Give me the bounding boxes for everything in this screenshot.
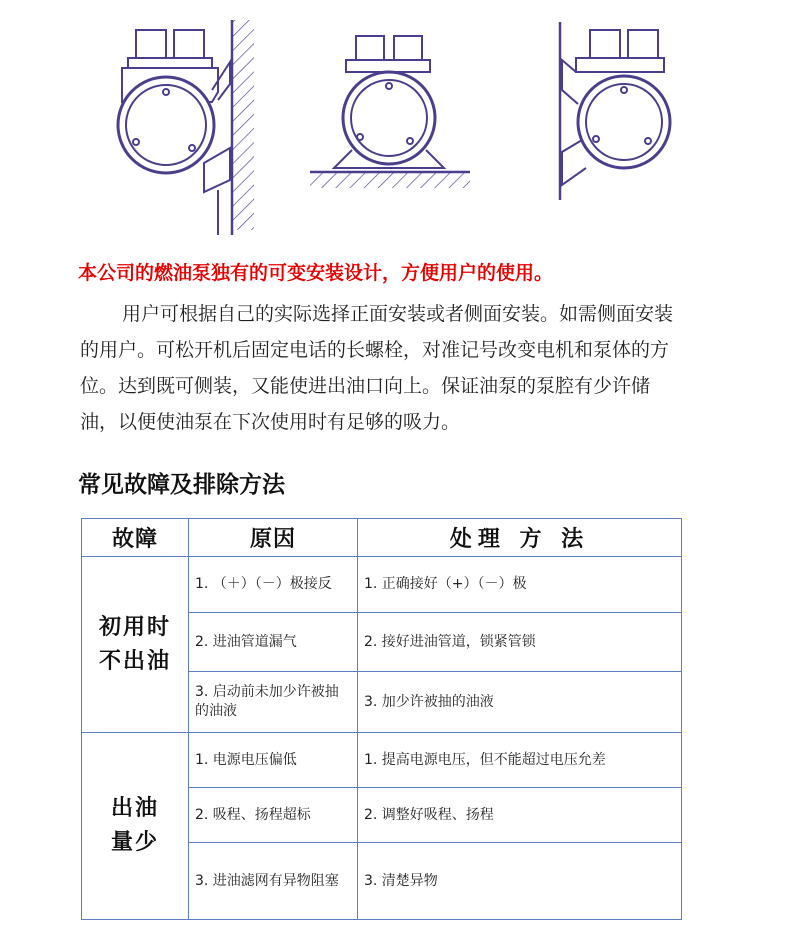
installation-description-text: 用户可根据自己的实际选择正面安装或者侧面安装。如需侧面安装的用户。可松开机后固定电话的长螺栓，对准记号改变电机和泵体的方位。达到既可侧装，又能使进出油口向上。保证油泵的泵腔有少许储油，以便使油泵在下次使用时有足够的吸力。 bbox=[80, 303, 674, 433]
header-solution: 处理 方 法 bbox=[358, 519, 682, 557]
section-title: 常见故障及排除方法 bbox=[78, 472, 285, 498]
header-cause: 原因 bbox=[189, 519, 358, 557]
solution-cell: 3. 加少许被抽的油液 bbox=[358, 672, 682, 733]
fault-label-line1: 初用时 bbox=[98, 614, 171, 640]
cause-cell: 3. 进油滤网有异物阻塞 bbox=[189, 843, 358, 920]
cause-cell: 3. 启动前未加少许被抽的油液 bbox=[189, 672, 358, 733]
solution-cell: 2. 接好进油管道，锁紧管锁 bbox=[358, 613, 682, 672]
highlight-statement: 本公司的燃油泵独有的可变安装设计，方便用户的使用。 bbox=[78, 262, 554, 284]
pump-diagram-side-mount-left bbox=[118, 20, 254, 235]
fault-label-line2: 量少 bbox=[110, 830, 159, 855]
cause-cell: 1. 电源电压偏低 bbox=[189, 733, 358, 788]
installation-diagrams bbox=[0, 0, 790, 250]
cause-cell: 2. 进油管道漏气 bbox=[189, 613, 358, 672]
pump-diagram-side-mount-right bbox=[560, 22, 670, 200]
fault-label-line1: 出油 bbox=[110, 796, 159, 821]
solution-cell: 1. 正确接好（+）（－）极 bbox=[358, 557, 682, 613]
fault-table bbox=[81, 518, 682, 920]
table-row bbox=[82, 557, 682, 613]
solution-cell: 1. 提高电源电压，但不能超过电压允差 bbox=[358, 733, 682, 788]
table-row bbox=[82, 733, 682, 788]
solution-cell: 2. 调整好吸程、扬程 bbox=[358, 788, 682, 843]
pump-diagram-floor-mount bbox=[310, 36, 470, 188]
cause-cell: 1. （＋）（－）极接反 bbox=[189, 557, 358, 613]
header-fault: 故障 bbox=[82, 519, 189, 557]
installation-description bbox=[80, 296, 680, 440]
table-header-row bbox=[82, 519, 682, 557]
fault-cell-no-oil bbox=[82, 557, 189, 733]
fault-label-line2: 不出油 bbox=[98, 648, 171, 674]
solution-cell: 3. 清楚异物 bbox=[358, 843, 682, 920]
fault-cell-low-oil bbox=[82, 733, 189, 920]
cause-cell: 2. 吸程、扬程超标 bbox=[189, 788, 358, 843]
